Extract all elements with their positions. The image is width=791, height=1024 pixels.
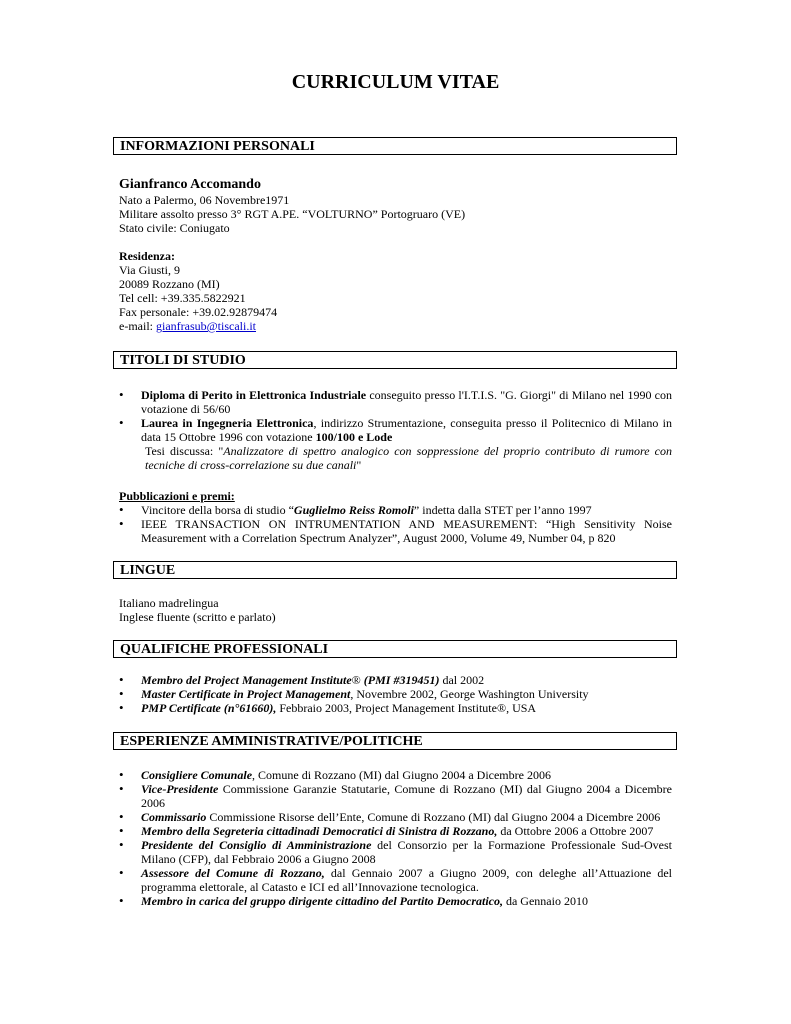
publications (119, 489, 672, 545)
qualification-details: , Novembre 2002, George Washington University (350, 687, 589, 701)
registered-mark: ® (351, 673, 364, 687)
experience-list (119, 768, 672, 908)
military-info: Militare assolto presso 3° RGT A.PE. “VOLTURNO” Portogruaro (VE) (119, 207, 466, 221)
city-address: 20089 Rozzano (MI) (119, 277, 220, 291)
qualification-details: dal 2002 (439, 673, 485, 687)
email-label: e-mail: (119, 319, 156, 333)
experience-details: Commissione Risorse dell’Ente, Comune di Rozzano (MI) dal Giugno 2004 a Dicembre 2006 (206, 810, 661, 824)
list-item (119, 838, 672, 866)
experience-details: dal Gennaio 2007 a Giugno 2009, con deleghe all’Attuazione del programma elettorale, al Catasto e ICI ed all’Innovazione tecnologica. (141, 866, 673, 894)
experience-role: Membro in carica del gruppo dirigente cittadino del Partito Democratico, (141, 894, 503, 908)
experience-details: da Ottobre 2006 a Ottobre 2007 (497, 824, 654, 838)
experience-details: da Gennaio 2010 (502, 894, 588, 908)
list-item-degree (119, 416, 672, 472)
language-english: Inglese fluente (scritto e parlato) (119, 610, 276, 624)
degree-details: , indirizzo Strumentazione, conseguita presso il Politecnico di Milano in data 15 Ottobre 1996 con votazione (141, 416, 672, 444)
award-name: Guglielmo Reiss Romoli (293, 503, 414, 517)
person-name: Gianfranco Accomando (119, 177, 261, 192)
list-item (119, 810, 672, 824)
email-link[interactable]: gianfrasub@tiscali.it (155, 319, 257, 333)
diploma-details: conseguito presso l'I.T.I.S. "G. Giorgi" di Milano nel 1990 con votazione di 56/60 (141, 388, 672, 416)
award-prefix: Vincitore della borsa di studio “ (141, 503, 294, 517)
paper-citation: IEEE TRANSACTION ON INTRUMENTATION AND MEASUREMENT: “High Sensitivity Noise Measurement with a Correlation Spectrum Analyzer”, August 2000, Volume 49, Number 04, p 820 (141, 517, 672, 545)
thesis-prefix: Tesi discussa: " (145, 444, 224, 458)
section-header-qualifications: QUALIFICHE PROFESSIONALI (113, 640, 677, 658)
language-native: Italiano madrelingua (119, 596, 219, 610)
civil-status: Stato civile: Coniugato (119, 221, 230, 235)
fax-number: Fax personale: +39.02.92879474 (119, 305, 278, 319)
degree-title: Laurea in Ingegneria Elettronica (141, 416, 314, 430)
qualification-id: (PMI #319451) (363, 673, 440, 687)
experience-role: Vice-Presidente (141, 782, 219, 796)
section-header-experience: ESPERIENZE AMMINISTRATIVE/POLITICHE (113, 732, 677, 750)
experience-details: del Consorzio per la Formazione Professionale Sud-Ovest Milano (CFP), dal Febbraio 2006 a Giugno 2008 (141, 838, 672, 866)
list-item (119, 687, 672, 701)
publications-label: Pubblicazioni e premi: (119, 489, 235, 503)
email-line (119, 319, 672, 333)
languages-list (119, 596, 672, 624)
qualification-details: Febbraio 2003, Project Management Institute®, USA (276, 701, 537, 715)
list-item (119, 782, 672, 810)
experience-role: Presidente del Consiglio di Amministrazione (141, 838, 372, 852)
list-item (119, 701, 672, 715)
list-item-paper (119, 517, 672, 545)
experience-details: , Comune di Rozzano (MI) dal Giugno 2004 a Dicembre 2006 (252, 768, 551, 782)
section-header-studies: TITOLI DI STUDIO (113, 351, 677, 369)
degree-grade: 100/100 e Lode (315, 430, 393, 444)
list-item-award (119, 503, 672, 517)
section-header-languages: LINGUE (113, 561, 677, 579)
page-title: CURRICULUM VITAE (291, 71, 500, 93)
street-address: Via Giusti, 9 (119, 263, 180, 277)
diploma-title: Diploma di Perito in Elettronica Industriale (141, 388, 367, 402)
thesis-suffix: " (356, 458, 362, 472)
experience-details: Commissione Garanzie Statutarie, Comune di Rozzano (MI) dal Giugno 2004 a Dicembre 2006 (141, 782, 672, 810)
studies-list (119, 388, 672, 472)
thesis-info (141, 444, 672, 472)
list-item (119, 824, 672, 838)
residence-label: Residenza: (119, 249, 175, 263)
experience-role: Consigliere Comunale (141, 768, 253, 782)
list-item (119, 894, 672, 908)
section-header-personal: INFORMAZIONI PERSONALI (113, 137, 677, 155)
qualifications-list (119, 673, 672, 715)
list-item-diploma (119, 388, 672, 416)
award-suffix: ” indetta dalla STET per l’anno 1997 (413, 503, 592, 517)
list-item (119, 866, 672, 894)
qualification-role: Membro del Project Management Institute (141, 673, 352, 687)
experience-role: Membro della Segreteria cittadinadi Democratici di Sinistra di Rozzano, (141, 824, 498, 838)
experience-role: Commissario (141, 810, 207, 824)
qualification-role: PMP Certificate (n°61660), (141, 701, 277, 715)
thesis-title: Analizzatore di spettro analogico con soppressione del proprio contributo di rumore con tecniche di cross-correlazione su due canali (145, 444, 672, 472)
list-item (119, 768, 672, 782)
birth-info: Nato a Palermo, 06 Novembre1971 (119, 193, 290, 207)
list-item (119, 673, 672, 687)
mobile-phone: Tel cell: +39.335.5822921 (119, 291, 246, 305)
qualification-role: Master Certificate in Project Management (141, 687, 351, 701)
experience-role: Assessore del Comune di Rozzano, (141, 866, 325, 880)
personal-info (119, 177, 672, 333)
